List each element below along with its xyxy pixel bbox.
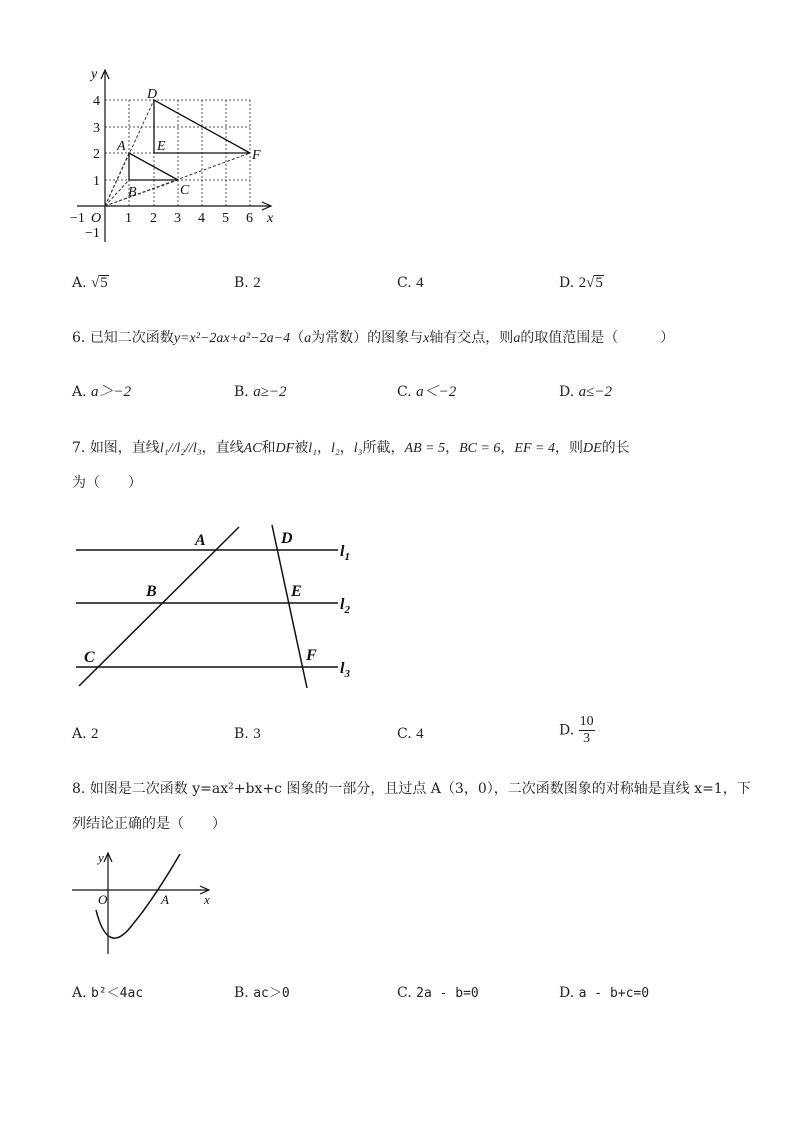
q7-label-E: E [291,583,302,600]
q5-coordinate-figure [65,62,295,247]
q5-option-a-radicand: 5 [100,275,108,291]
q7-transversal-ac [79,527,239,686]
q7-label-C: C [84,649,95,666]
q7-option-d-numerator: 10 [579,714,594,729]
q7-option-c-value: 4 [416,726,424,742]
q5-origin-label: O [91,211,102,226]
q7-text-1: 如图，直线 [89,440,160,456]
q5-axis-x-label: x [267,211,274,226]
q7-label-A: A [195,532,206,549]
q5-option-a-value: √5 [91,275,108,291]
q7-stem-line-1 [72,438,630,459]
q7-parallel-lines-figure [70,520,370,700]
q7-l1: l₁ [308,441,317,456]
q7-option-a-letter: A. [72,726,87,742]
q8-label-O: O [98,892,108,907]
q5-option-a[interactable] [72,273,109,293]
q7-option-c-letter: C. [397,726,412,742]
q5-option-d-coef: 2 [578,275,587,291]
q5-tick-y-2: 2 [93,147,100,162]
q7-label-D: D [281,530,293,547]
q7-l2: l₂ [330,441,340,456]
q5-option-c-letter: C. [397,275,412,291]
q7-text-6: ，则 [554,440,583,456]
q7-sep-4: ， [500,440,515,456]
q7-label-l3: $l_3$ [340,660,350,680]
q6-option-a-value: a＞−2 [91,384,132,400]
q5-option-c-value: 4 [416,275,424,291]
q6-text-4: 轴有交点，则 [429,330,514,346]
q7-label-B: B [146,583,157,600]
q6-option-d-value: a≤−2 [578,384,612,400]
q7-option-a-value: 2 [91,726,99,742]
q5-tick-x-5: 5 [222,211,229,226]
q7-option-d-letter: D. [559,722,575,739]
q6-option-d-letter: D. [559,384,575,400]
q6-option-a-letter: A. [72,384,87,400]
q7-l3: l₃ [353,441,363,456]
q7-sep-3: ， [445,440,460,456]
q6-var-x: x [423,331,430,346]
q6-number: 6. [72,330,90,346]
q6-var-a-2: a [513,331,521,346]
q8-option-b[interactable] [234,983,290,1004]
q7-text-7: 的长 [601,440,630,456]
q5-triangles [129,100,250,180]
q5-tick-x-3: 3 [174,211,181,226]
q8-option-c-letter: C. [397,985,412,1001]
q7-line-df: DF [275,441,295,456]
q7-option-d[interactable] [559,714,595,747]
q5-axis-y-label: y [91,67,98,82]
q7-option-b[interactable] [234,724,261,744]
q5-point-F: F [252,148,261,163]
q5-point-D: D [147,87,158,102]
q5-option-d-value: 2√5 [578,275,603,291]
q8-option-d[interactable] [559,983,649,1004]
q6-text-2: （ [290,330,305,346]
q6-stem [72,328,674,349]
q8-option-d-value: a - b+c=0 [578,986,650,1001]
q7-sep-1: ， [316,440,331,456]
q7-text-3: 和 [261,440,276,456]
q7-parallel-lines: l₁//l₂//l₃ [159,441,202,456]
q8-option-b-letter: B. [234,985,249,1001]
q5-tick-x-neg1: −1 [70,211,85,226]
q5-point-B: B [128,185,137,200]
q8-text-2: 列结论正确的是（ ） [72,816,226,832]
q7-text-5: 所截， [362,440,405,456]
q6-option-b-letter: B. [234,384,249,400]
q7-text-2: ，直线 [201,440,244,456]
q8-option-b-value: ac＞0 [253,986,290,1001]
q6-option-c[interactable] [397,382,456,402]
q8-option-d-letter: D. [559,985,575,1001]
q8-parabola-figure [68,848,218,958]
q7-option-c[interactable] [397,724,424,744]
q7-ef: EF = 4 [514,441,555,456]
q5-option-a-letter: A. [72,275,87,291]
q5-tick-y-neg1: −1 [85,226,100,241]
q7-sep-2: ， [339,440,354,456]
q7-text-8: 为（ ） [72,475,142,491]
q6-expression: y=x²−2ax+a²−2a−4 [173,331,291,346]
q5-tick-x-1: 1 [125,211,132,226]
q7-label-l2: $l_2$ [340,596,350,616]
q8-stem-line-2 [72,814,226,834]
q5-option-b-letter: B. [234,275,249,291]
q7-label-F: F [306,647,317,664]
q7-option-d-fraction [579,714,595,747]
q5-option-b[interactable] [234,273,261,293]
q6-option-d[interactable] [559,382,612,402]
q7-bc: BC = 6 [459,441,501,456]
q6-var-a: a [304,331,312,346]
q6-text-5: 的取值范围是（ ） [520,330,675,346]
q7-option-b-value: 3 [253,726,261,742]
q8-option-c[interactable] [397,983,479,1004]
q6-option-a[interactable] [72,382,131,402]
q7-option-a[interactable] [72,724,99,744]
q6-text-1: 已知二次函数 [89,330,174,346]
q6-option-b-value: a≥−2 [253,384,287,400]
q5-tick-y-1: 1 [93,174,100,189]
q7-label-l1: $l_1$ [340,543,350,563]
q7-stem-line-2 [72,473,142,493]
q7-de: DE [582,441,602,456]
q5-option-b-value: 2 [253,275,261,291]
q5-tick-x-4: 4 [198,211,205,226]
q8-option-a[interactable] [72,983,143,1004]
q8-option-a-value: b²＜4ac [91,986,144,1001]
q8-option-c-value: 2a - b=0 [416,986,479,1001]
q6-option-c-value: a＜−2 [416,384,457,400]
q8-stem-line-1 [72,779,751,799]
q7-text-4: 被 [294,440,309,456]
q5-tick-y-3: 3 [93,121,100,136]
q5-tick-x-6: 6 [246,211,253,226]
q7-option-d-denominator: 3 [583,731,591,746]
q7-line-ac: AC [243,441,262,456]
q6-option-c-letter: C. [397,384,412,400]
q8-label-x: x [204,892,210,907]
q7-ab: AB = 5 [404,441,446,456]
q8-option-a-letter: A. [72,985,87,1001]
q5-option-c[interactable] [397,273,424,293]
q6-text-3: 为常数）的图象与 [311,330,424,346]
q5-option-d-letter: D. [559,275,575,291]
q5-point-A: A [117,139,126,154]
q5-option-d[interactable] [559,273,604,293]
q5-option-d-radicand: 5 [595,275,603,291]
q8-label-A: A [161,892,169,907]
q5-tick-x-2: 2 [150,211,157,226]
q7-number: 7. [72,440,90,456]
q8-label-y: y [98,850,104,865]
q7-option-b-letter: B. [234,726,249,742]
q6-option-b[interactable] [234,382,287,402]
q8-text-1: 8. 如图是二次函数 y=ax²+bx+c 图象的一部分，且过点 A（3，0），二次函数图象的对称轴是直线 x=1，下 [72,781,751,797]
q5-tick-y-4: 4 [93,94,100,109]
q5-point-E: E [157,139,166,154]
q5-point-C: C [180,183,190,198]
